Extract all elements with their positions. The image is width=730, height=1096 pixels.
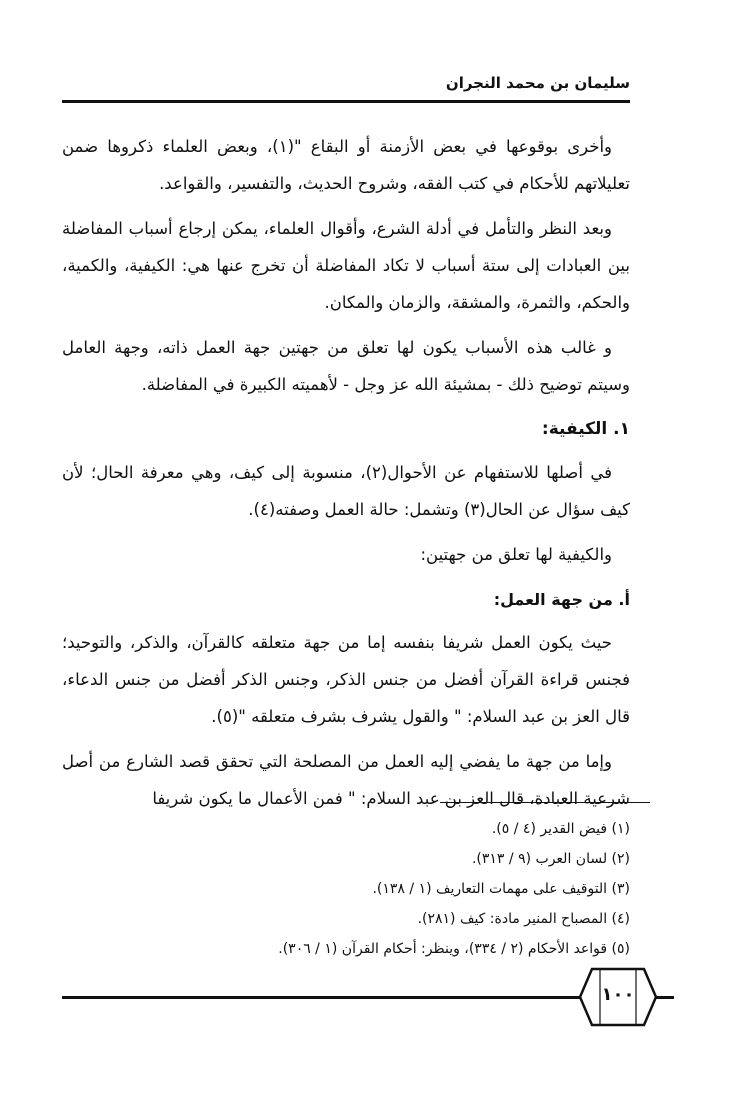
paragraph-7: وإما من جهة ما يفضي إليه العمل من المصلحة التي تحقق قصد الشارع من أصل شرعية العبادة، قال العز بن عبد السلام: " فمن الأعمال ما يكون شريفا [62,752,630,808]
section-heading-kayfiyya: ١. الكيفية: [541,419,630,439]
paragraph-3: و غالب هذه الأسباب يكون لها تعلق من جهتين جهة العمل ذاته، وجهة العامل وسيتم توضيح ذلك - بمشيئة الله عز وجل - لأهميته الكبيرة في المفاضلة. [62,338,630,394]
header-rule [62,100,630,103]
footer-rule-right [656,996,674,999]
page-number: ١٠٠ [601,984,635,1005]
footer-rule-left [62,996,580,999]
paragraph-1: وأخرى بوقوعها في بعض الأزمنة أو البقاع "(١)، وبعض العلماء ذكروها ضمن تعليلاتهم للأحكام في كتب الفقه، وشروح الحديث، والتفسير، والقواعد. [62,137,630,193]
main-text [62,128,630,825]
footnote-1: (١) فيض القدير (٤ / ٥). [491,821,630,837]
footnote-4: (٤) المصباح المنير مادة: كيف (٢٨١). [417,911,630,927]
subsection-heading-work: أ. من جهة العمل: [493,590,630,609]
footnote-2: (٢) لسان العرب (٩ / ٣١٣). [471,851,630,867]
footnote-5: (٥) قواعد الأحكام (٢ / ٣٣٤)، وينظر: أحكام القرآن (١ / ٣٠٦). [278,941,630,957]
footnotes [62,814,630,964]
paragraph-2: وبعد النظر والتأمل في أدلة الشرع، وأقوال العلماء، يمكن إرجاع أسباب المفاضلة بين العبادات إلى ستة أسباب لا تكاد المفاضلة أن تخرج عنها هي: الكيفية، والكمية، والحكم، والثمرة، والمشقة، والزمان والمكان. [62,219,630,312]
footnote-3: (٣) التوقيف على مهمات التعاريف (١ / ١٣٨). [372,881,630,897]
running-header-author: سليمان بن محمد النجران [445,74,630,92]
footnote-separator [440,802,650,803]
paragraph-6: حيث يكون العمل شريفا بنفسه إما من جهة متعلقه كالقرآن، والذكر، والتوحيد؛ فجنس قراءة القرآن أفضل من جنس الذكر، وجنس الذكر أفضل من جنس الدعاء، قال العز بن عبد السلام: " والقول يشرف بشرف متعلقه "(٥). [62,633,630,726]
paragraph-4: في أصلها للاستفهام عن الأحوال(٢)، منسوبة إلى كيف، وهي معرفة الحال؛ لأن كيف سؤال عن الحال(٣) وتشمل: حالة العمل وصفته(٤). [62,463,630,519]
paragraph-5: والكيفية لها تعلق من جهتين: [420,545,612,564]
